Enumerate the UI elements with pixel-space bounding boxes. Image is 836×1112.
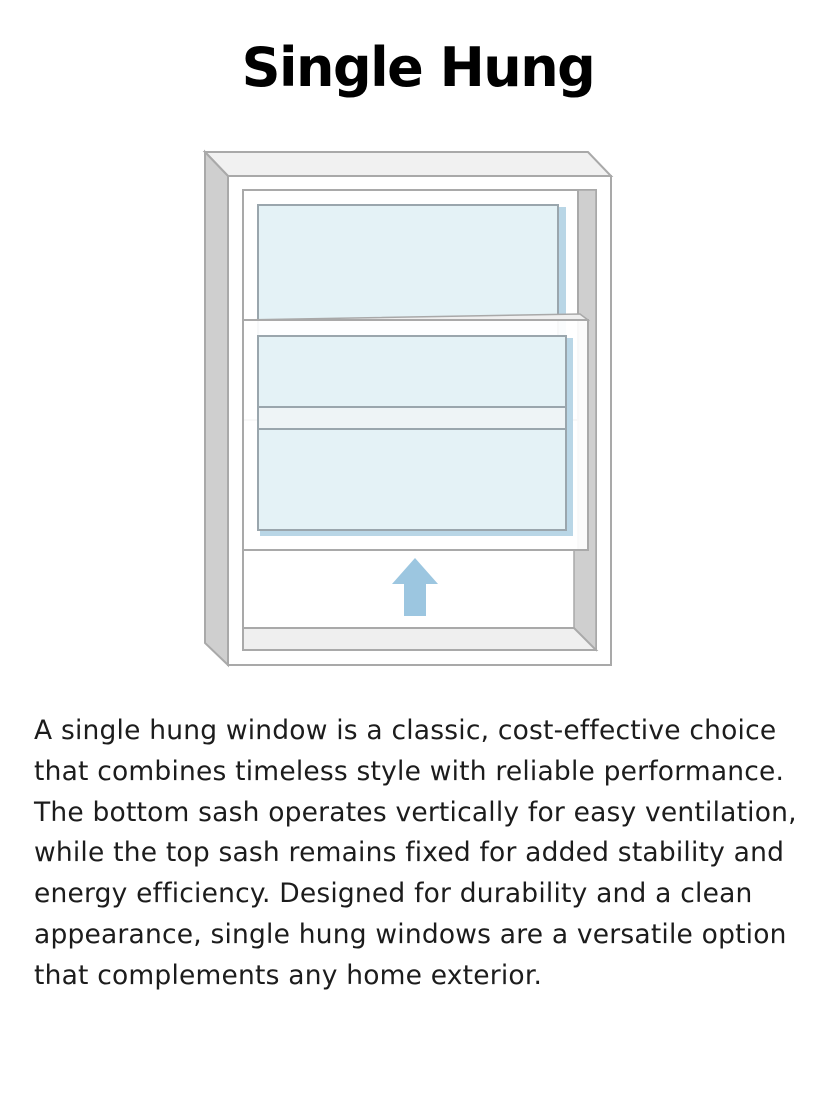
bottom-sash-glass [258, 336, 566, 530]
description-text: A single hung window is a classic, cost-effective choice that combines timeless style with reliable performance. The bottom sash operates vertically for easy ventilation, while the top sash remains fixed for added stability and energy efficiency. Designed for durability and a clean appearance, single hung windows are a versatile option that complements any home exterior. [34, 715, 797, 991]
meeting-rail [258, 407, 566, 429]
frame-left-side [205, 152, 228, 665]
page-title: Single Hung [241, 36, 595, 99]
frame-top-bevel [205, 152, 611, 176]
frame-sill [243, 628, 596, 650]
